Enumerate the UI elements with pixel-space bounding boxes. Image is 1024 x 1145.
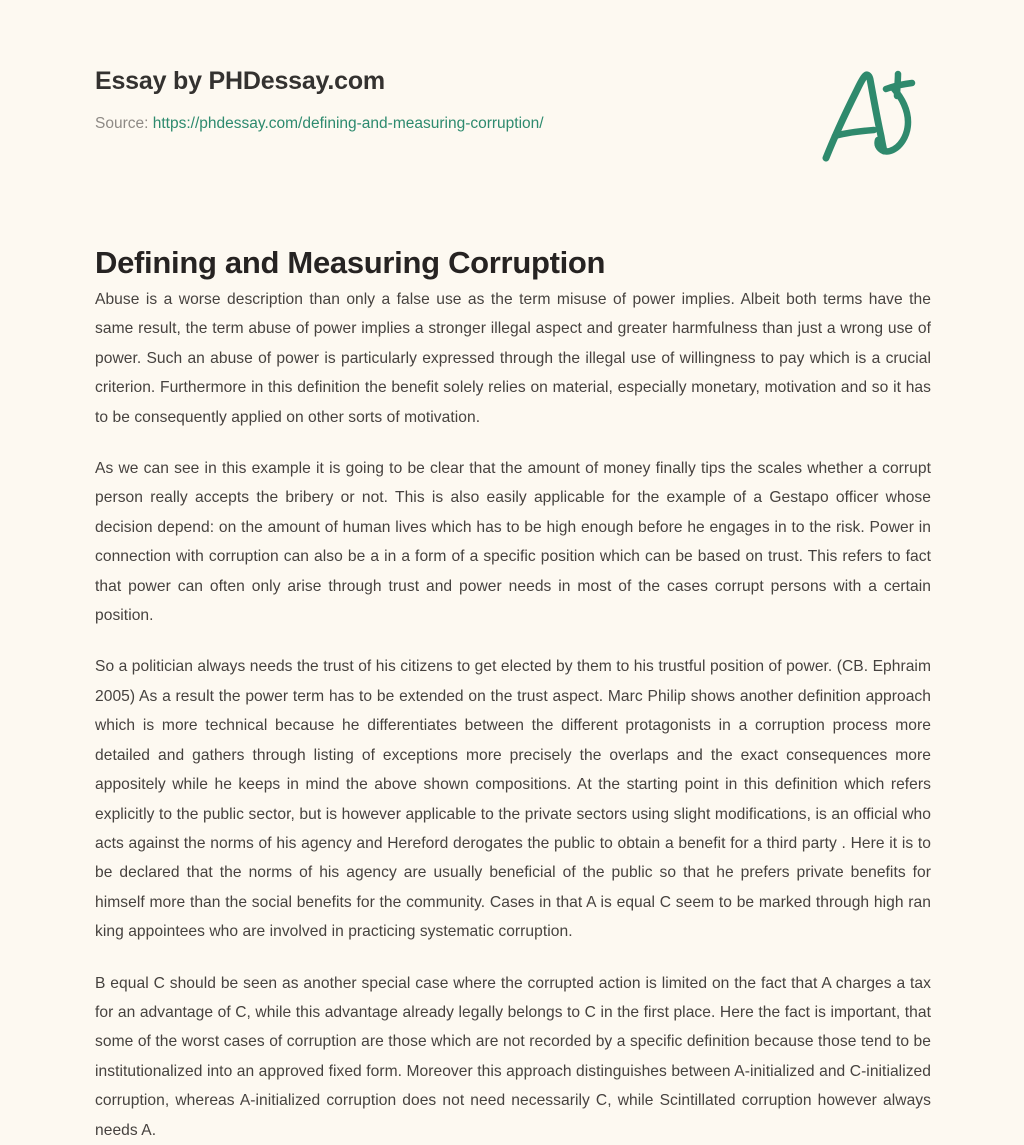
brand-title: Essay by PHDessay.com <box>95 67 385 95</box>
essay-body <box>95 285 931 1145</box>
paragraph: Abuse is a worse description than only a false use as the term misuse of power implies. Albeit both terms have the same result, the term abuse of power implies a stronger illegal aspect and greater harmfulness than just a wrong use of power. Such an abuse of power is particularly expressed through the illegal use of willingness to pay which is a crucial criterion. Furthermore in this definition the benefit solely relies on material, especially monetary, motivation and so it has to be consequently applied on other sorts of motivation. <box>95 291 931 426</box>
source-label: Source: <box>95 115 149 132</box>
source-url-link[interactable]: https://phdessay.com/defining-and-measuring-corruption/ <box>152 115 544 132</box>
page-header <box>95 66 931 134</box>
paragraph: So a politician always needs the trust of his citizens to get elected by them to his trustful position of power. (CB. Ephraim 2005) As a result the power term has to be extended on the trust aspect. Marc Philip shows another definition approach which is more technical because he differentiates between the different protagonists in a corruption process more detailed and gathers through listing of exceptions more precisely the overlaps and the exact consequences more appositely while he keeps in mind the above shown compositions. At the starting point in this definition which refers explicitly to the public sector, but is however applicable to the private sectors using slight modifications, is an official who acts against the norms of his agency and Hereford derogates the public to obtain a benefit for a third party . Here it is to be declared that the norms of his agency are usually beneficial of the public so that he prefers private benefits for himself more than the social benefits for the community. Cases in that A is equal C seem to be marked through high ran king appointees who are involved in practicing systematic corruption. <box>95 658 931 941</box>
paragraph: As we can see in this example it is going to be clear that the amount of money finally tips the scales whether a corrupt person really accepts the bribery or not. This is also easily applicable for the example of a Gestapo officer whose decision depend: on the amount of human lives which has to be high enough before he engages in to the risk. Power in connection with corruption can also be a in a form of a specific position which can be based on trust. This refers to fact that power can often only arise through trust and power needs in most of the cases corrupt persons with a certain position. <box>95 460 931 625</box>
paragraph: B equal C should be seen as another special case where the corrupted action is limited on the fact that A charges a tax for an advantage of C, while this advantage already legally belongs to C in the first place. Here the fact is important, that some of the worst cases of corruption are those which are not recorded by a specific definition because those tend to be institutionalized into an approved fixed form. Moreover this approach distinguishes between A-initialized and C-initialized corruption, whereas A-initialized corruption does not need necessarily C, while Scintillated corruption however always needs A. <box>95 974 931 1139</box>
page-title: Defining and Measuring Corruption <box>95 244 606 280</box>
aplus-logo-icon <box>812 62 932 172</box>
source-line <box>95 114 931 134</box>
